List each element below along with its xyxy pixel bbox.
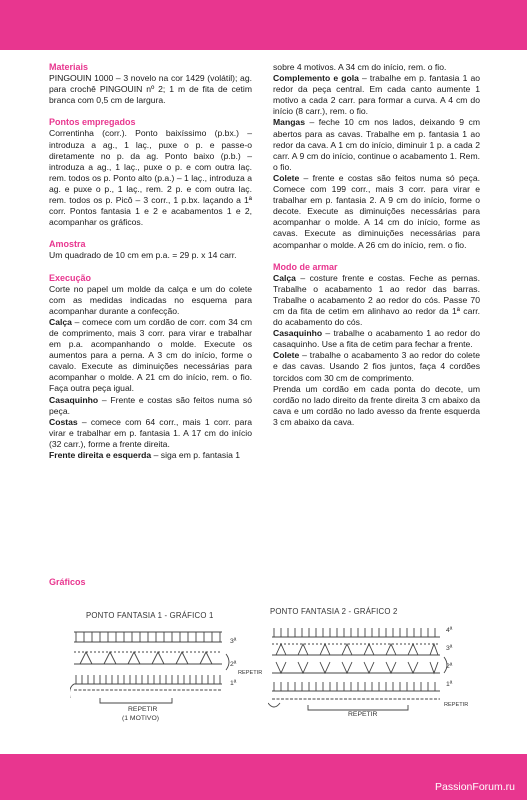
chart2-row-label-1: 1ª (446, 681, 453, 688)
colete-paragraph (273, 173, 480, 251)
frente-label: Frente direita e esquerda (49, 450, 152, 460)
frente-paragraph (49, 450, 252, 461)
colete2-paragraph (273, 350, 480, 383)
costas-label: Costas (49, 416, 78, 427)
calca-label: Calça (49, 316, 72, 327)
left-column (49, 62, 252, 461)
prenda-text: Prenda um cordão em cada ponta do decote, um cordão no lado direito da frente direita 3 cm abaixo da cava e um cordão no lado avesso da frente esquerda 3 cm abaixo da cava. (273, 383, 480, 427)
casaquinho-label: Casaquinho (49, 394, 99, 405)
chart2-repetir-bottom: REPETIR (348, 711, 378, 718)
casaquinho2-paragraph (273, 328, 480, 350)
section-title-pontos: Pontos empregados (49, 117, 136, 128)
chart1-repetir-side: REPETIR (238, 670, 263, 676)
colete-label: Colete (273, 172, 300, 183)
continuation-text: sobre 4 motivos. A 34 cm do início, rem. o fio. (273, 62, 447, 72)
chart2-repetir-side: REPETIR (444, 702, 469, 708)
complemento-paragraph (273, 73, 480, 117)
chart2-row-label-4: 4ª (446, 627, 453, 634)
calca2-label: Calça (273, 272, 296, 283)
costas-paragraph (49, 417, 252, 450)
casaquinho2-text: – trabalhe o acabamento 1 ao redor do casaquinho. Use a fita de cetim para fechar a frente. (273, 328, 480, 350)
calca-text: – comece com um cordão de corr. com 34 cm de comprimento, mais 3 corr. para virar e trabalhar em p.a. acompanhando o molde. Execute os aumentos para a perna. A 3 cm do início, forme o cavalo. Execute as diminuições necessárias para acompanhar o molde. A 21 cm do início, rem. o fio. Faça outra peça igual. (49, 316, 252, 394)
crochet-chart-1 (70, 611, 265, 723)
calca2-paragraph (273, 273, 480, 328)
execucao-text: Corte no papel um molde da calça e um do colete com as medidas indicadas no esquema para acompanhar durante a confecção. (49, 283, 252, 316)
chart1-repetir-bottom: REPETIR (128, 706, 158, 713)
calca2-text: – costure frente e costas. Feche as pernas. Trabalhe o acabamento 1 ao redor das barras. Trabalhe o acabamento 2 ao redor do cós. Passe 70 cm da fita de cetim em alinhavo ao redor da 1ª carr. do acabamento do cós. (273, 272, 480, 328)
chart2-title: PONTO FANTASIA 2 - GRÁFICO 2 (270, 607, 398, 616)
section-title-amostra: Amostra (49, 239, 86, 250)
pontos-text: Correntinha (corr.). Ponto baixíssimo (p.bx.) – introduza a ag., 1 laç., puxe o p. e passe-o diretamente no p. da ag. Ponto baixo (p.b.) – introduza a ag., 1 laç., puxe o p. e com outra laç. rem. todos os p. Ponto alto (p.a.) – 1 laç., introduza a ag. e puxe o p., 1 laç., rem. 2 p. e com outra laç. rem. todos os p. Picô – 3 corr., 1 p.bx. laçando a 1ª corr. Pontos fantasia 1 e 2 e acabamentos 1 e 2, acompanhar os gráficos. (49, 128, 252, 228)
graficos-title: Gráficos (49, 577, 86, 587)
top-pink-band (0, 0, 527, 50)
complemento-text: – trabalhe em p. fantasia 1 ao redor da peça central. Em cada canto aumente 1 motivo a cada 2 carr. para formar a curva. A 4 cm do início (8 carr.), rem. o fio. (273, 73, 480, 117)
chart1-row-label-1: 1ª (230, 680, 237, 687)
section-title-modo: Modo de armar (273, 261, 338, 272)
section-title-materiais: Materiais (49, 62, 89, 72)
colete2-text: – trabalhe o acabamento 3 ao redor do colete e das cavas. Usando 2 fios juntos, faça 4 cordões torcidos com 30 cm de comprimento. (273, 350, 480, 383)
colete2-label: Colete (273, 350, 300, 361)
chart1-row-label-3: 3ª (230, 638, 237, 645)
chart1-row-label-2: 2ª (230, 661, 237, 668)
mangas-paragraph (273, 117, 480, 172)
complemento-label: Complemento e gola (273, 73, 359, 84)
casaquinho2-label: Casaquinho (273, 328, 323, 339)
casaquinho-paragraph (49, 395, 252, 417)
chart1-motivo: (1 MOTIVO) (122, 715, 160, 722)
casaquinho-text: – Frente e costas são feitos numa só peça. (49, 394, 252, 416)
materiais-text: PINGOUIN 1000 – 3 novelo na cor 1429 (volátil); ag. para crochê PINGOUIN nº 2; 1 m de fita de cetim branca com 0,5 cm de largura. (49, 73, 252, 106)
bottom-pink-band (0, 754, 527, 800)
right-column (273, 62, 480, 428)
section-title-execucao: Execução (49, 272, 92, 283)
colete-text: – frente e costas são feitos numa só peça. Comece com 199 corr., mais 3 corr. para virar e trabalhar em p. fantasia 2. A 9 cm do início, forme o decote. Execute as diminuições necessárias para acompanhar o molde. A 14 cm do início, forme as cavas. Execute as diminuições necessárias para acompanhar o molde. A 26 cm do início, rem. o fio. (273, 172, 480, 250)
chart2-row-label-2: 2ª (446, 663, 453, 670)
crochet-chart-2 (268, 607, 478, 727)
chart1-title: PONTO FANTASIA 1 - GRÁFICO 1 (86, 611, 214, 620)
mangas-text: – feche 10 cm nos lados, deixando 9 cm abertos para as cavas. Trabalhe em p. fantasia 1 ao redor da cava. A 1 cm do início, diminuir 1 p. a cada 2 carr. A 9 cm do início, continue o acabamento 1. Rem. o fio. (273, 117, 480, 172)
calca-paragraph (49, 317, 252, 395)
watermark-text: PassionForum.ru (435, 781, 515, 793)
costas-text: – comece com 64 corr., mais 1 corr. para virar e trabalhar em p. fantasia 1. A 17 cm do início (32 carr.), forme a frente direita. (49, 416, 252, 449)
frente-text: – siga em p. fantasia 1 (151, 450, 241, 460)
amostra-text: Um quadrado de 10 cm em p.a. = 29 p. x 14 carr. (49, 250, 237, 261)
mangas-label: Mangas (273, 117, 305, 128)
chart2-row-label-3: 3ª (446, 645, 453, 652)
